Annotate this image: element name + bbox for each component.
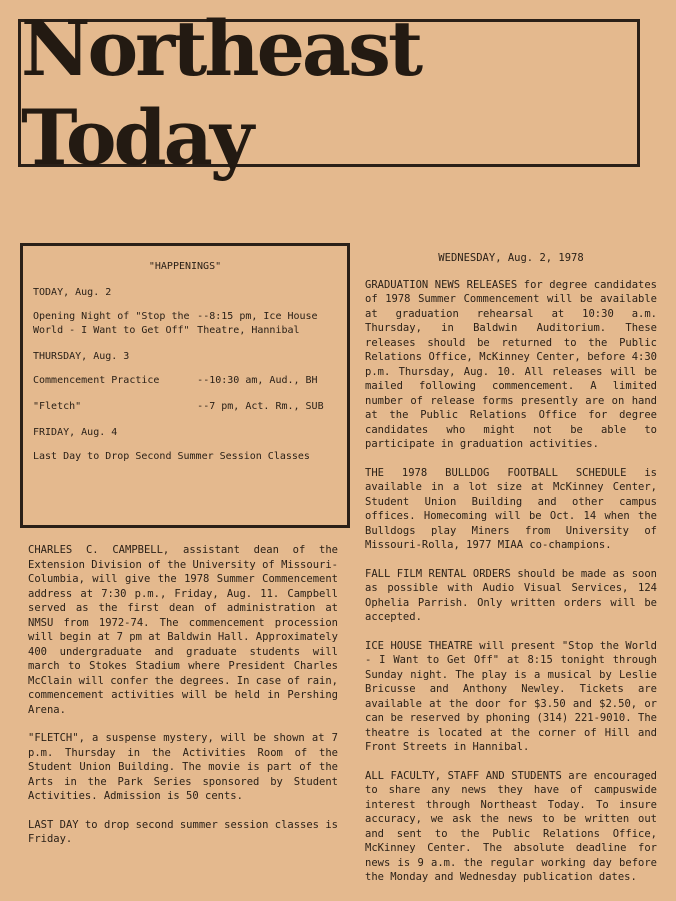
happenings-heading: "HAPPENINGS" (148, 261, 222, 272)
event-time: --7 pm, Act. Rm., SUB (197, 401, 324, 412)
event-row (33, 374, 337, 388)
event-title: Opening Night of "Stop the World - I Want to Get Off" (33, 311, 190, 336)
left-column (28, 543, 338, 861)
event-time: --10:30 am, Aud., BH (197, 375, 318, 386)
article-paragraph: LAST DAY to drop second summer session classes is Friday. (28, 818, 338, 845)
day-label: THURSDAY, Aug. 3 (33, 351, 130, 362)
event-row (33, 450, 337, 464)
event-title: Last Day to Drop Second Summer Session Classes (33, 451, 310, 462)
article-paragraph: CHARLES C. CAMPBELL, assistant dean of the Extension Division of the University of Missouri-Columbia, will give the 1978 Summer Commencement address at 7:30 p.m., Friday, Aug. 11. Campbell served as the first dean of administration at NMSU from 1972-74. The commencement procession will begin at 7 pm at Baldwin Hall. Approximately 400 undergraduate and graduate students will march to Stokes Stadium where President Charles McClain will confer the degrees. In case of rain, commencement activities will be held in Pershing Arena. (28, 544, 338, 716)
day-label: TODAY, Aug. 2 (33, 287, 112, 298)
event-row (33, 400, 337, 414)
event-time: --8:15 pm, Ice House Theatre, Hannibal (197, 311, 318, 336)
day-label: FRIDAY, Aug. 4 (33, 427, 118, 438)
masthead (18, 4, 640, 182)
dateline: WEDNESDAY, Aug. 2, 1978 (438, 252, 584, 264)
event-title: "Fletch" (33, 401, 82, 412)
article-paragraph: THE 1978 BULLDOG FOOTBALL SCHEDULE is available in a lot size at McKinney Center, Student Union Building and other campus offices. Homecoming will be Oct. 14 when the Bulldogs play Miners from University of Missouri-Rolla, 1977 MIAA co-champions. (365, 466, 657, 551)
article-paragraph: GRADUATION NEWS RELEASES for degree candidates of 1978 Summer Commencement will be available at graduation rehearsal at 10:30 a.m. Thursday, in Baldwin Auditorium. These releases should be returned to the Public Relations Office, McKinney Center, before 4:30 p.m. Thursday, Aug. 10. All releases will be mailed following commencement. A limited number of release forms presently are on hand at the Public Relations Office for degree candidates who might not be able to participate in graduation activities. (365, 278, 657, 450)
article-paragraph: "FLETCH", a suspense mystery, will be shown at 7 p.m. Thursday in the Activities Room of the Student Union Building. The movie is part of the Arts in the Park Series sponsored by Student Activities. Admission is 50 cents. (28, 732, 338, 802)
event-row (33, 310, 337, 338)
article-paragraph: ICE HOUSE THEATRE will present "Stop the World - I Want to Get Off" at 8:15 tonight through Sunday night. The play is a musical by Leslie Bricusse and Anthony Newley. Tickets are available at the door for $3.50 and $2.50, or can be reserved by phoning (314) 221-9010. The theatre is located at the corner of Hill and Front Streets in Hannibal. (365, 639, 657, 753)
happenings-box (20, 243, 350, 528)
article-paragraph: FALL FILM RENTAL ORDERS should be made as soon as possible with Audio Visual Services, 124 Ophelia Parrish. Only written orders will be accepted. (365, 567, 657, 623)
article-paragraph: ALL FACULTY, STAFF AND STUDENTS are encouraged to share any news they have of campuswide interest through Northeast Today. To insure accuracy, we ask the news to be written out and sent to the Public Relations Office, McKinney Center. The absolute deadline for news is 9 a.m. the regular working day before the Monday and Wednesday publication dates. (365, 769, 657, 883)
right-column (365, 251, 657, 899)
newsletter-title: Northeast Today (21, 4, 421, 182)
event-title: Commencement Practice (33, 375, 160, 386)
